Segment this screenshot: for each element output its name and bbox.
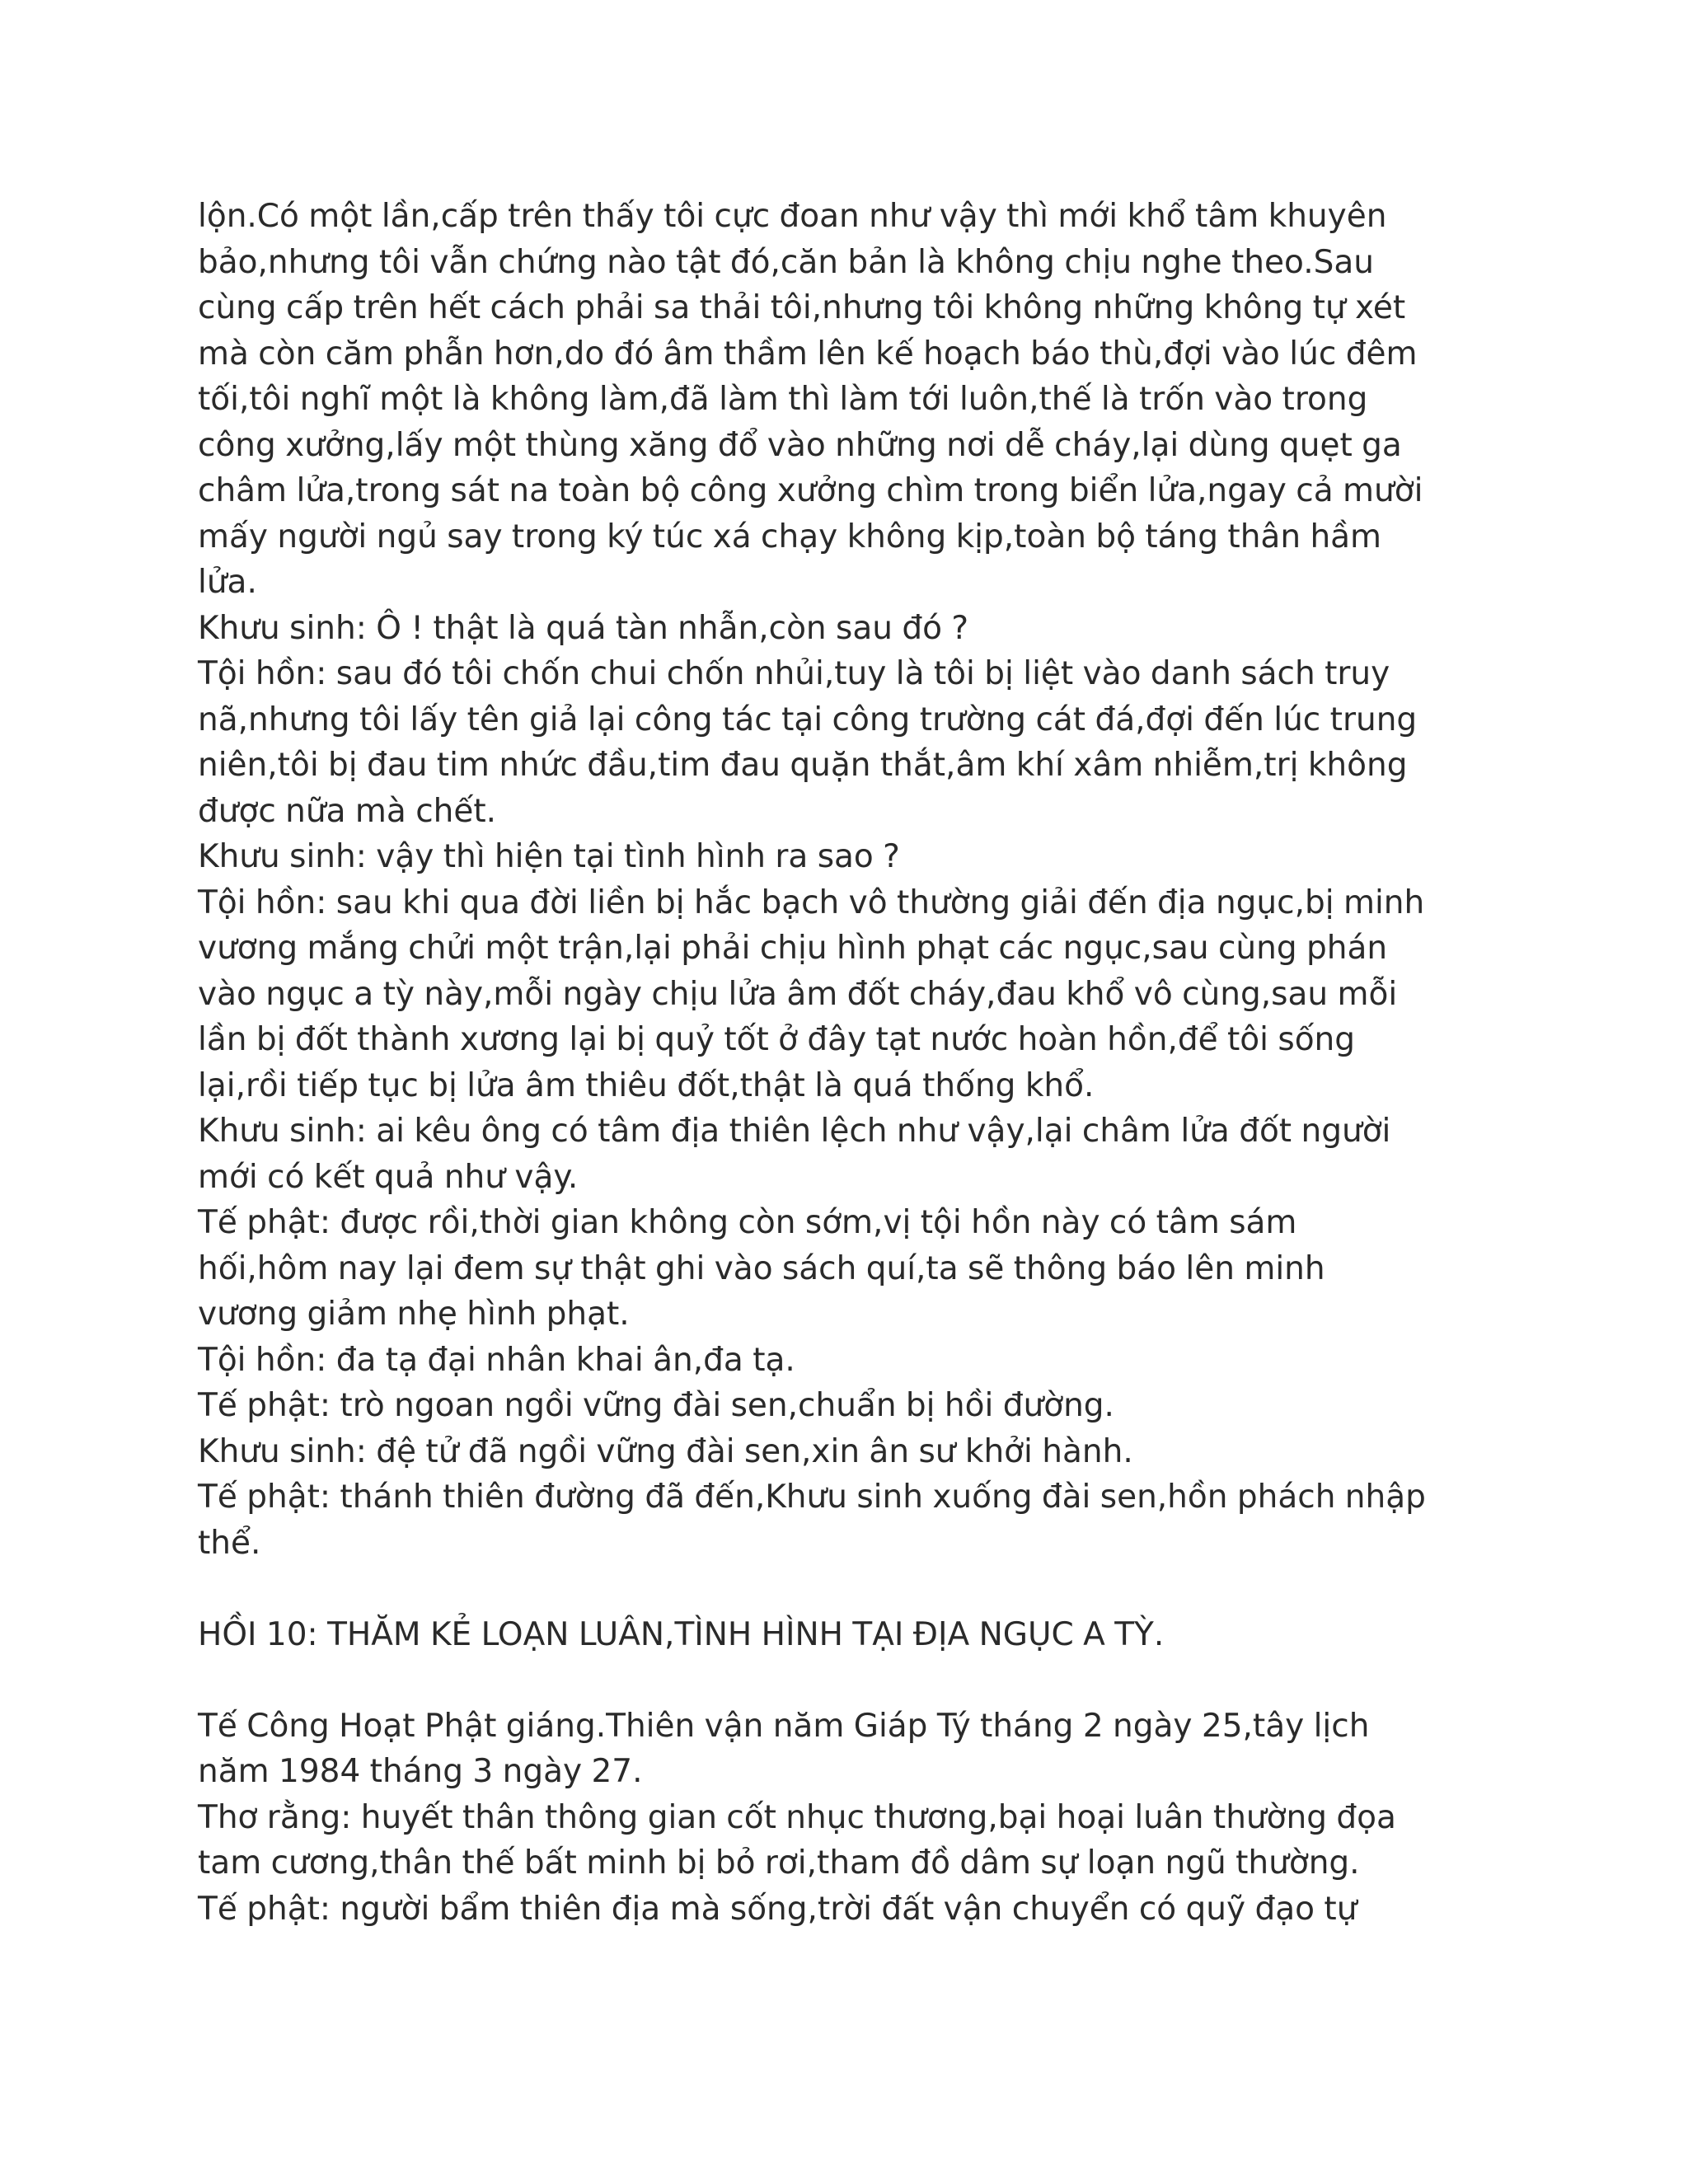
text-line: Tế phật: người bẩm thiên địa mà sống,trời đất vận chuyển có quỹ đạo tự bbox=[198, 1890, 1357, 1928]
text-line: vào ngục a tỳ này,mỗi ngày chịu lửa âm đốt cháy,đau khổ vô cùng,sau mỗi bbox=[198, 975, 1398, 1013]
text-line: niên,tôi bị đau tim nhức đầu,tim đau quặn thắt,âm khí xâm nhiễm,trị không bbox=[198, 747, 1408, 784]
paragraph bbox=[198, 1383, 1500, 1429]
text-line: lần bị đốt thành xương lại bị quỷ tốt ở đây tạt nước hoàn hồn,để tôi sống bbox=[198, 1021, 1356, 1058]
text-line: lộn.Có một lần,cấp trên thấy tôi cực đoan như vậy thì mới khổ tâm khuyên bbox=[198, 198, 1387, 235]
text-line: châm lửa,trong sát na toàn bộ công xưởng chìm trong biển lửa,ngay cả mười bbox=[198, 472, 1423, 509]
text-line: năm 1984 tháng 3 ngày 27. bbox=[198, 1753, 643, 1790]
chapter-heading bbox=[198, 1612, 1500, 1658]
text-line: hối,hôm nay lại đem sự thật ghi vào sách quí,ta sẽ thông báo lên minh bbox=[198, 1249, 1325, 1287]
text-line: vương giảm nhẹ hình phạt. bbox=[198, 1296, 630, 1333]
paragraph bbox=[198, 880, 1500, 1109]
paragraph bbox=[198, 1338, 1500, 1384]
text-line: Khưu sinh: vậy thì hiện tại tình hình ra sao ? bbox=[198, 838, 900, 875]
text-line: Khưu sinh: Ô ! thật là quá tàn nhẫn,còn sau đó ? bbox=[198, 609, 969, 647]
text-line: Khưu sinh: ai kêu ông có tâm địa thiên lệch như vậy,lại châm lửa đốt người bbox=[198, 1113, 1391, 1150]
text-line: công xưởng,lấy một thùng xăng đổ vào những nơi dễ cháy,lại dùng quẹt ga bbox=[198, 426, 1402, 464]
text-line: cùng cấp trên hết cách phải sa thải tôi,nhưng tôi không những không tự xét bbox=[198, 289, 1406, 326]
text-line: mấy người ngủ say trong ký túc xá chạy không kịp,toàn bộ táng thân hầm bbox=[198, 518, 1382, 555]
text-line: thể. bbox=[198, 1524, 261, 1562]
text-line: Tội hồn: sau khi qua đời liền bị hắc bạch vô thường giải đến địa ngục,bị minh bbox=[198, 883, 1425, 921]
text-line: Tội hồn: sau đó tôi chốn chui chốn nhủi,tuy là tôi bị liệt vào danh sách truy bbox=[198, 655, 1390, 692]
text-line: Tế phật: được rồi,thời gian không còn sớm,vị tội hồn này có tâm sám bbox=[198, 1204, 1297, 1241]
paragraph bbox=[198, 651, 1500, 834]
text-line: lửa. bbox=[198, 564, 257, 601]
text-line: lại,rồi tiếp tục bị lửa âm thiêu đốt,thật là quá thống khổ. bbox=[198, 1066, 1095, 1104]
paragraph bbox=[198, 834, 1500, 880]
text-line: Tế Công Hoạt Phật giáng.Thiên vận năm Giáp Tý tháng 2 ngày 25,tây lịch bbox=[198, 1707, 1370, 1745]
blank-line bbox=[198, 1566, 1500, 1612]
text-line: Tế phật: thánh thiên đường đã đến,Khưu sinh xuống đài sen,hồn phách nhập bbox=[198, 1479, 1426, 1516]
blank-line bbox=[198, 1657, 1500, 1704]
text-line: nã,nhưng tôi lấy tên giả lại công tác tại công trường cát đá,đợi đến lúc trung bbox=[198, 701, 1418, 738]
text-line: tam cương,thân thế bất minh bị bỏ rơi,tham đồ dâm sự loạn ngũ thường. bbox=[198, 1844, 1360, 1882]
text-line: mà còn căm phẫn hơn,do đó âm thầm lên kế hoạch báo thù,đợi vào lúc đêm bbox=[198, 335, 1418, 373]
paragraph bbox=[198, 1108, 1500, 1200]
text-line: vương mắng chửi một trận,lại phải chịu hình phạt các ngục,sau cùng phán bbox=[198, 930, 1388, 967]
text-line: Thơ rằng: huyết thân thông gian cốt nhục thương,bại hoại luân thường đọa bbox=[198, 1798, 1396, 1836]
text-line: HỒI 10: THĂM KẺ LOẠN LUÂN,TÌNH HÌNH TẠI ĐỊA NGỤC A TỲ. bbox=[198, 1615, 1165, 1653]
paragraph bbox=[198, 1886, 1500, 1933]
paragraph bbox=[198, 1429, 1500, 1475]
paragraph bbox=[198, 1474, 1500, 1566]
text-line: mới có kết quả như vậy. bbox=[198, 1158, 579, 1196]
document-page bbox=[198, 194, 1500, 1932]
paragraph bbox=[198, 194, 1500, 606]
paragraph bbox=[198, 1795, 1500, 1886]
paragraph bbox=[198, 1200, 1500, 1338]
text-line: bảo,nhưng tôi vẫn chứng nào tật đó,căn bản là không chịu nghe theo.Sau bbox=[198, 243, 1374, 281]
text-line: được nữa mà chết. bbox=[198, 792, 497, 830]
text-line: Khưu sinh: đệ tử đã ngồi vững đài sen,xin ân sư khởi hành. bbox=[198, 1432, 1133, 1470]
text-line: Tế phật: trò ngoan ngồi vững đài sen,chuẩn bị hồi đường. bbox=[198, 1387, 1114, 1424]
paragraph bbox=[198, 1704, 1500, 1795]
text-line: tối,tôi nghĩ một là không làm,đã làm thì làm tới luôn,thế là trốn vào trong bbox=[198, 381, 1368, 418]
paragraph bbox=[198, 606, 1500, 652]
text-line: Tội hồn: đa tạ đại nhân khai ân,đa tạ. bbox=[198, 1341, 795, 1379]
